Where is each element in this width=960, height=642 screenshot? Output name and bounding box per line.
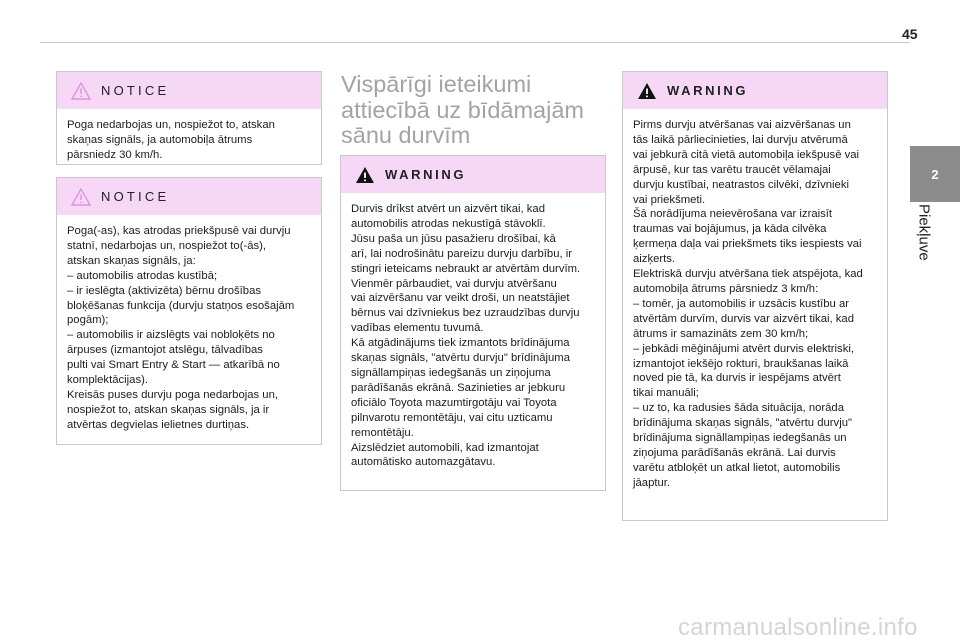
text-line: automātisko automazgātavu. [351,456,496,469]
notice-box-1 [56,71,322,165]
notice-box-2 [56,177,322,445]
section-heading [341,72,603,149]
text-line: Pirms durvju atvēršanas vai aizvēršanas un [633,119,851,131]
text-line: pulti vai Smart Entry & Start — atkarībā no [67,359,280,372]
text-line: Vienmēr pārbaudiet, vai durvju atvēršanu [351,277,557,290]
text-line: tās laikā pārliecinieties, lai durvju atvērumā [633,133,848,146]
chapter-tab[interactable] [910,146,960,202]
text-line: – ir ieslēgta (aktivizēta) bērnu drošības [67,284,262,297]
warning-box-2 [622,71,888,521]
heading-line: attiecībā uz bīdāmajām [341,96,584,123]
warning-triangle-icon [637,82,657,100]
text-line: skaņas signāls, "atvērtu durvju" brīdinājuma [351,352,571,365]
text-line: parādīšanās ekrānā. Sazinieties ar jebkuru [351,381,566,394]
notice-title: NOTICE [101,83,170,98]
text-line: skaņas signāls, ja automobiļa ātrums [67,133,253,146]
warning-header [623,72,887,109]
text-line: Poga(-as), kas atrodas priekšpusē vai durvju [67,225,291,237]
text-line: – uz to, ka radusies šāda situācija, norāda [633,402,845,415]
warning-triangle-icon [355,166,375,184]
text-line: Šā norādījuma neievērošana var izraisīt [633,208,833,221]
caution-triangle-icon [71,188,91,206]
text-line: ārpuses (izmantojot atslēgu, tālvadības [67,344,263,357]
text-line: atvērtām durvīm, durvis var aizvērt tikai, kad [633,312,854,325]
text-line: brīdinājuma signāllampiņas iedegšanās un [633,432,847,445]
text-line: aizķerts. [633,253,676,266]
text-line: remontētāju. [351,426,414,439]
text-line: ziņojuma parādīšanās ekrānā. Lai durvis [633,446,836,459]
page-number: 45 [902,26,918,42]
text-line: bloķēšanas funkcija (durvju statņos esošajām [67,299,295,312]
heading-line: Vispārīgi ieteikumi [341,71,532,97]
text-line: traumas vai bojājumus, ja kāda cilvēka [633,223,827,236]
notice-text [57,215,321,441]
text-line: noved pie tā, ka durvis ir iespējams atvērt [633,372,841,385]
text-line: automobiļa ātrums pārsniedz 3 km/h: [633,282,819,295]
text-line: Kreisās puses durvju poga nedarbojas un, [67,388,279,401]
text-line: pilnvarotu remontētāju, vai citu uzticamu [351,411,553,424]
text-line: ārpusē, kur tas varētu traucēt vēlamajai [633,163,831,176]
heading-line: sānu durvīm [341,122,471,148]
text-line: izmantojot iekšējo rokturi, braukšanas laikā [633,357,849,370]
text-line: durvju kustībai, neatrastos cilvēki, dzīvnieki [633,178,849,191]
watermark: carmanualsonline.info [678,614,918,641]
text-line: vadības elementu tuvumā. [351,322,484,335]
text-line: vai jebkurā citā vietā automobiļa iekšpusē vai [633,148,860,161]
text-line: bērnus vai dzīvniekus bez uzraudzības durvju [351,307,580,320]
notice-header [57,72,321,109]
text-line: ķermeņa daļa vai priekšmets tiks iespiests vai [633,238,862,251]
header-rule [40,42,910,43]
warning-title: WARNING [667,83,749,98]
warning-box-1 [340,155,606,491]
text-line: pogām); [67,314,109,327]
warning-text [623,109,887,499]
notice-header [57,178,321,215]
text-line: nospiežot to, atskan skaņas signāls, ja ir [67,403,270,416]
chapter-number: 2 [931,166,939,182]
text-line: – automobilis ir aizslēgts vai nobloķēts no [67,329,275,342]
chapter-label: Piekļuve [915,204,933,261]
text-line: Durvis drīkst atvērt un aizvērt tikai, kad [351,203,545,215]
text-line: Jūsu paša un jūsu pasažieru drošībai, kā [351,232,556,245]
text-line: stingri ieteicams nebraukt ar atvērtām durvīm. [351,262,581,275]
text-line: – tomēr, ja automobilis ir uzsācis kustību ar [633,297,849,310]
text-line: komplektācijas). [67,374,148,387]
text-line: ātrums ir samazināts zem 30 km/h; [633,327,809,340]
text-line: tikai manuāli; [633,387,699,400]
text-line: – automobilis atrodas kustībā; [67,269,218,282]
text-line: oficiālo Toyota mazumtirgotāju vai Toyota [351,396,557,409]
warning-text [341,193,605,478]
warning-header [341,156,605,193]
text-line: automobilis atrodas nekustīgā stāvoklī. [351,217,546,230]
notice-title: NOTICE [101,189,170,204]
notice-text [57,109,321,171]
text-line: Aizslēdziet automobili, kad izmantojat [351,441,539,454]
warning-title: WARNING [385,167,467,182]
text-line: – jebkādi mēģinājumi atvērt durvis elektriski, [633,342,855,355]
text-line: pārsniedz 30 km/h. [67,148,163,161]
text-line: Kā atgādinājums tiek izmantots brīdinājuma [351,337,570,350]
text-line: atvērtas degvielas ielietnes durtiņas. [67,418,250,431]
text-line: Poga nedarbojas un, nospiežot to, atskan [67,119,275,131]
text-line: varētu atbloķēt un atkal lietot, automobilis [633,461,841,474]
text-line: brīdinājuma skaņas signāls, "atvērtu durvju" [633,417,853,430]
text-line: statnī, nedarbojas un, nospiežot to(-ās), [67,239,267,252]
text-line: vai aizvēršanu var veikt droši, un neatstājiet [351,292,570,305]
text-line: Elektriskā durvju atvēršana tiek atspējota, kad [633,268,863,281]
caution-triangle-icon [71,82,91,100]
text-line: jāaptur. [633,476,671,489]
text-line: arī, lai nodrošinātu pareizu durvju darbību, ir [351,247,573,260]
text-line: atskan skaņas signāls, ja: [67,254,196,267]
text-line: vai priekšmeti. [633,193,706,206]
text-line: signāllampiņas iedegšanās un ziņojuma [351,366,551,379]
